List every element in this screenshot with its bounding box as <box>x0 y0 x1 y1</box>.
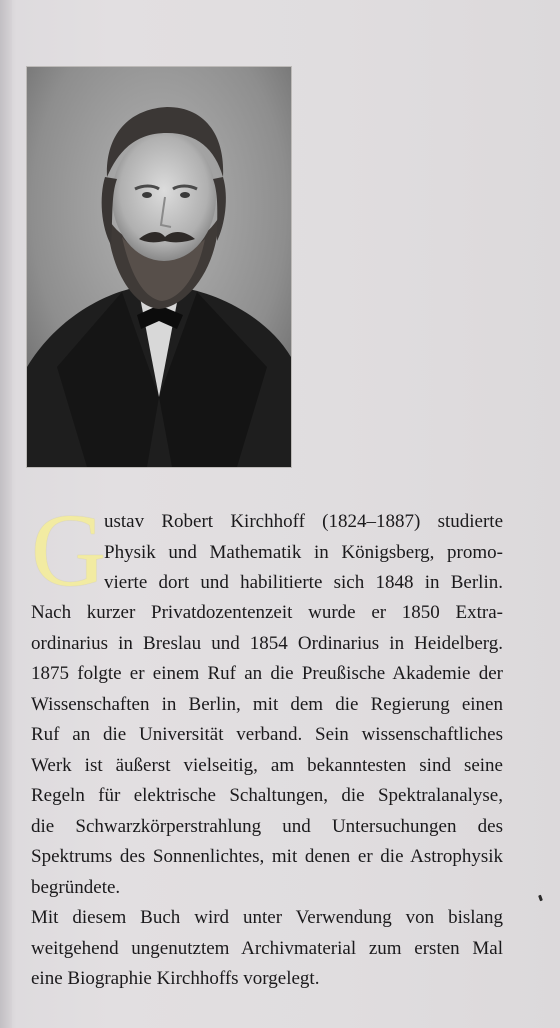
text-line: weitgehend ungenutztem Archivmaterial zum ersten Mal <box>31 937 503 959</box>
text-line: Regeln für elektrische Schaltungen, die Spektralanalyse, <box>31 785 503 806</box>
text-line: Spektrums des Sonnenlichtes, mit denen er die Astrophysik <box>31 846 503 867</box>
text-line: ustav Robert Kirchhoff (1824–1887) studierte <box>104 511 503 532</box>
text-line: ordinarius in Breslau und 1854 Ordinarius in Heidelberg. <box>31 632 503 654</box>
text-line: begründete. <box>31 876 121 898</box>
text-line: Mit diesem Buch wird unter Verwendung von bislang <box>31 907 503 928</box>
page-edge <box>0 0 12 1028</box>
book-paragraph <box>31 903 503 995</box>
text-line: Ruf an die Universität verband. Sein wissenschaftliches <box>31 724 503 745</box>
biography-text <box>31 493 503 995</box>
portrait-photo <box>27 67 291 467</box>
text-line: vierte dort und habilitierte sich 1848 in Berlin. <box>104 572 503 593</box>
print-speck <box>538 895 543 902</box>
text-line: eine Biographie Kirchhoffs vorgelegt. <box>31 968 320 989</box>
portrait-photograph-icon <box>27 67 291 467</box>
text-line: Physik und Mathematik in Königsberg, promo- <box>104 541 503 563</box>
opening-lines <box>104 507 503 599</box>
text-line: 1875 folgte er einem Ruf an die Preußische Akademie der <box>31 663 503 684</box>
text-line: Werk ist äußerst vielseitig, am bekanntesten sind seine <box>31 754 503 776</box>
text-line: Wissenschaften in Berlin, mit dem die Regierung einen <box>31 693 503 715</box>
drop-cap: G <box>31 493 107 608</box>
text-line: die Schwarzkörperstrahlung und Untersuchungen des <box>31 815 503 837</box>
opening-paragraph <box>31 493 503 608</box>
text-line: Nach kurzer Privatdozentenzeit wurde er 1850 Extra- <box>31 602 503 623</box>
biography-paragraph <box>31 598 503 903</box>
